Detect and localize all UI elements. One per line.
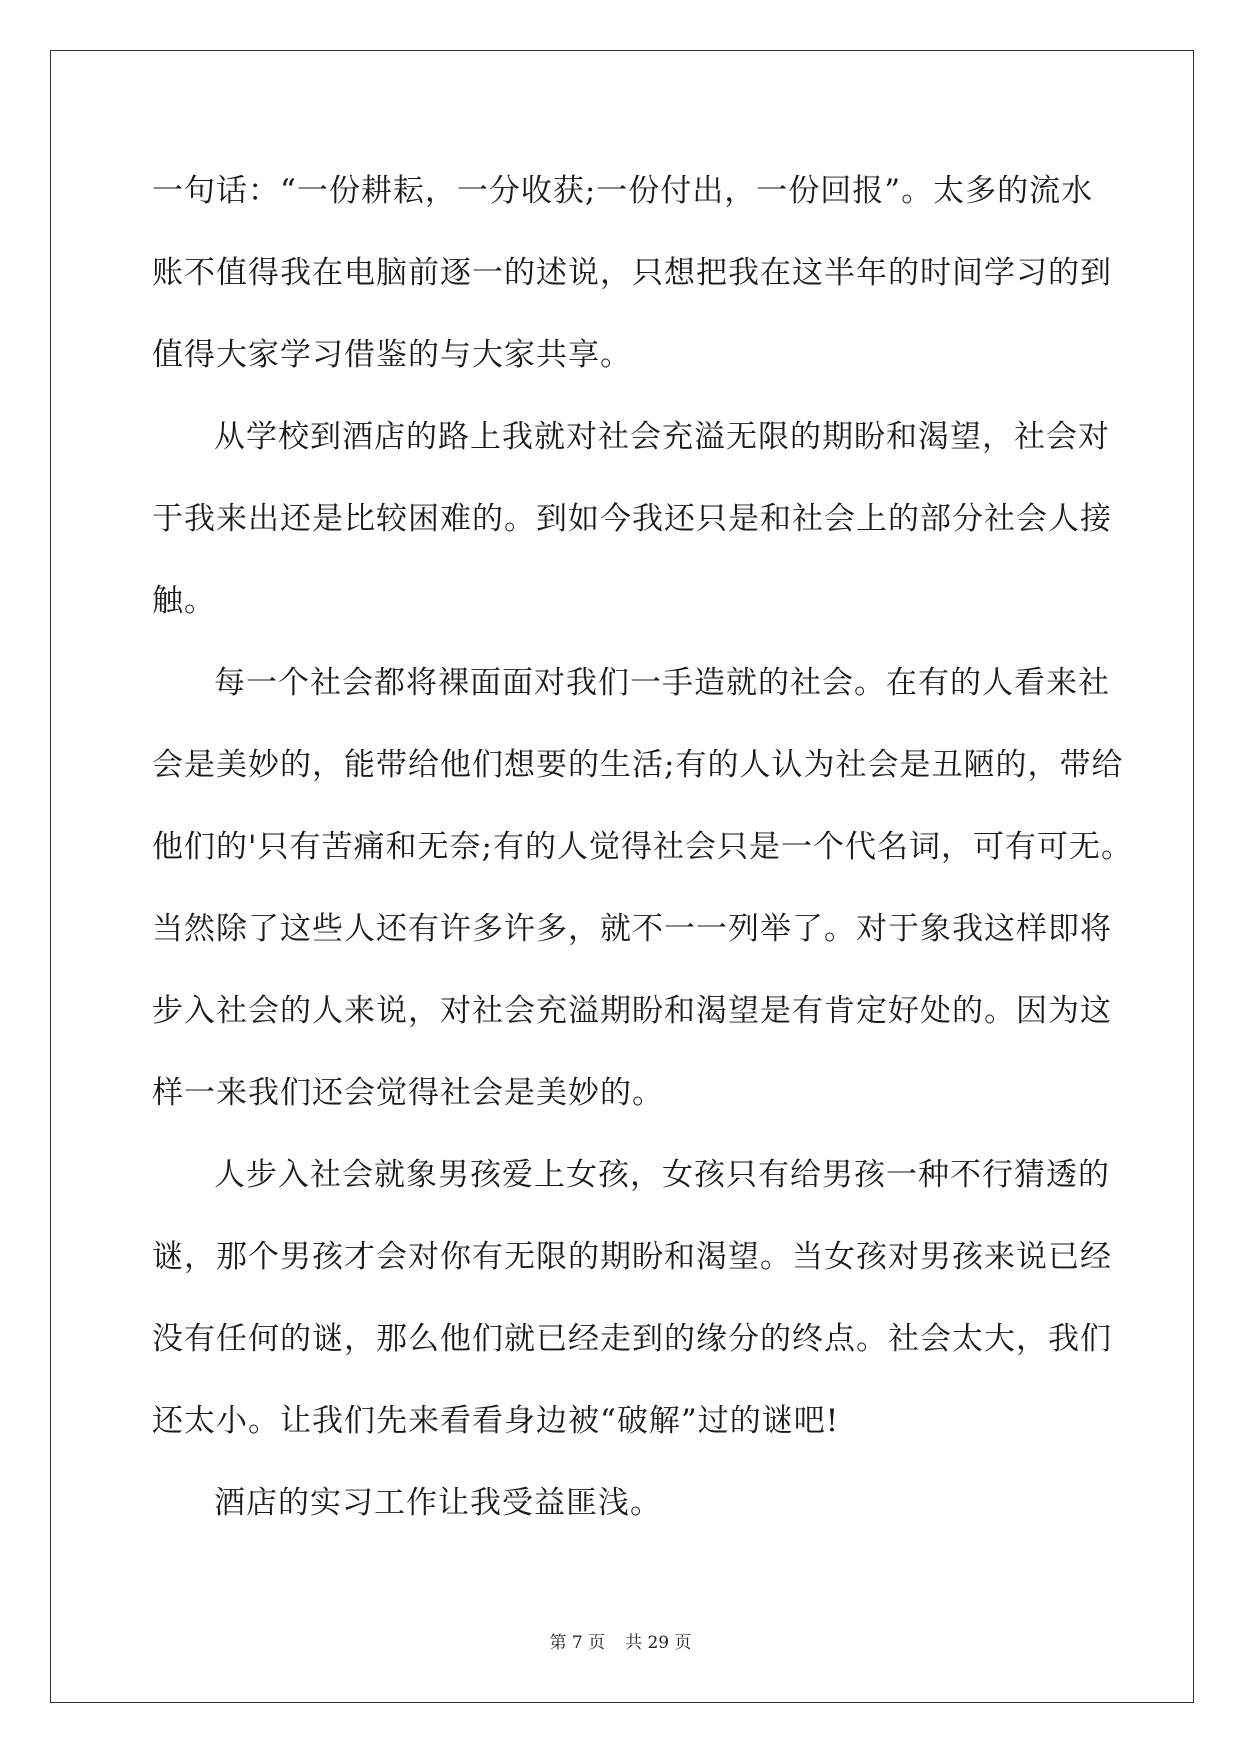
text-line: 没有任何的谜，那么他们就已经走到的缘分的终点。社会太大，我们 (152, 1321, 1112, 1357)
paragraph-start-line: 酒店的实习工作让我受益匪浅。 (214, 1485, 662, 1521)
text-line: 一句话：“一份耕耘，一分收获;一份付出，一份回报”。太多的流水 (152, 173, 1094, 209)
page-number: 第 7 页 (549, 1633, 606, 1653)
text-line: 他们的'只有苦痛和无奈;有的人觉得社会只是一个代名词，可有可无。 (152, 829, 1133, 865)
text-line: 样一来我们还会觉得社会是美妙的。 (152, 1075, 664, 1111)
paragraph-start-line: 人步入社会就象男孩爱上女孩，女孩只有给男孩一种不行猜透的 (214, 1157, 1110, 1193)
text-line: 触。 (152, 583, 216, 619)
text-line: 会是美妙的，能带给他们想要的生活;有的人认为社会是丑陋的，带给 (152, 747, 1124, 783)
text-line: 于我来出还是比较困难的。到如今我还只是和社会上的部分社会人接 (152, 501, 1112, 537)
text-line: 值得大家学习借鉴的与大家共享。 (152, 337, 632, 373)
paragraph-start-line: 每一个社会都将裸面面对我们一手造就的社会。在有的人看来社 (214, 665, 1110, 701)
page-total: 共 29 页 (625, 1633, 692, 1653)
page-footer (0, 1628, 1241, 1653)
paragraph-start-line: 从学校到酒店的路上我就对社会充溢无限的期盼和渴望，社会对 (214, 419, 1110, 455)
text-line: 当然除了这些人还有许多许多，就不一一列举了。对于象我这样即将 (152, 911, 1112, 947)
text-line: 谜，那个男孩才会对你有无限的期盼和渴望。当女孩对男孩来说已经 (152, 1239, 1112, 1275)
document-body (152, 150, 1133, 1544)
text-line: 步入社会的人来说，对社会充溢期盼和渴望是有肯定好处的。因为这 (152, 993, 1112, 1029)
text-line: 账不值得我在电脑前逐一的述说，只想把我在这半年的时间学习的到 (152, 255, 1112, 291)
text-line: 还太小。让我们先来看看身边被“破解”过的谜吧! (152, 1403, 840, 1439)
